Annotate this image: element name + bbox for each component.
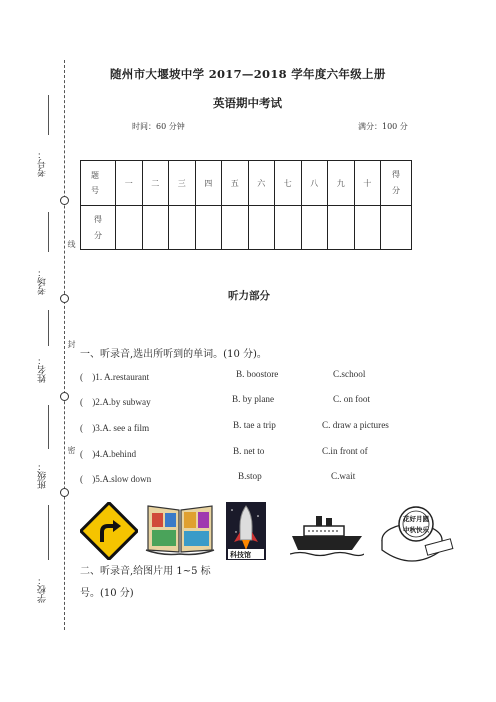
score-input-cell[interactable] bbox=[195, 206, 222, 250]
score-input-cell[interactable] bbox=[116, 206, 143, 250]
cut-mark-secret: 密 bbox=[67, 446, 76, 454]
side-rule bbox=[48, 505, 49, 560]
q1-item-1-b: B. boostore bbox=[236, 369, 279, 379]
score-table-cell: 八 bbox=[301, 161, 328, 206]
score-table bbox=[80, 160, 412, 250]
score-table-score-row bbox=[81, 206, 412, 250]
cut-mark-seal: 封 bbox=[67, 340, 76, 348]
score-input-cell[interactable] bbox=[354, 206, 381, 250]
q1-item-2-c: C. on foot bbox=[333, 394, 371, 404]
side-rule bbox=[48, 310, 49, 346]
exam-full-score: 满分：100 分 bbox=[358, 122, 408, 131]
q1-item-2-b: B. by plane bbox=[232, 394, 275, 404]
cut-mark-line: 线 bbox=[67, 240, 76, 248]
rocket-caption: 科技馆 bbox=[230, 550, 251, 559]
q1-item-1-a: ( )1. A.restaurant bbox=[80, 372, 150, 382]
score-table-cell: 三 bbox=[169, 161, 196, 206]
score-table-cell: 二 bbox=[142, 161, 169, 206]
q1-item-3-c: C. draw a pictures bbox=[322, 420, 389, 430]
score-table-header-row bbox=[81, 161, 412, 206]
q1-item-5-a: ( )5.A.slow down bbox=[80, 474, 152, 484]
score-input-cell[interactable] bbox=[222, 206, 249, 250]
mooncake-text-1: 花好月圆 bbox=[403, 515, 429, 523]
page-subtitle: 英语期中考试 bbox=[213, 96, 282, 110]
score-input-cell[interactable] bbox=[301, 206, 328, 250]
side-rule bbox=[48, 95, 49, 135]
q1-item-1-c: C.school bbox=[333, 369, 366, 379]
side-label-class: 班级： bbox=[38, 462, 48, 489]
mooncake-icon bbox=[376, 500, 456, 574]
score-input-cell[interactable] bbox=[381, 206, 412, 250]
side-rule bbox=[48, 405, 49, 449]
q1-item-4-c: C.in front of bbox=[322, 446, 368, 456]
q1-item-2-a: ( )2.A.by subway bbox=[80, 397, 151, 407]
question1-heading: 一、听录音,选出所听到的单词。(10 分)。 bbox=[80, 349, 267, 360]
question2-heading-line2: 号。(10 分) bbox=[80, 588, 134, 599]
question2-heading-line1: 二、听录音,给图片用 1~5 标 bbox=[80, 566, 211, 577]
score-table-cell: 一 bbox=[116, 161, 143, 206]
score-input-cell[interactable] bbox=[328, 206, 355, 250]
binding-hole bbox=[60, 392, 69, 401]
score-table-label: 得分 bbox=[94, 214, 102, 240]
score-input-cell[interactable] bbox=[142, 206, 169, 250]
ship-icon bbox=[290, 512, 364, 562]
side-rule bbox=[48, 212, 49, 252]
q1-item-5-b: B.stop bbox=[238, 471, 262, 481]
page-title: 随州市大堰坡中学 2017—2018 学年度六年级上册 bbox=[110, 67, 386, 81]
score-input-cell[interactable] bbox=[275, 206, 302, 250]
score-table-cell: 十 bbox=[354, 161, 381, 206]
score-table-label: 题号 bbox=[91, 171, 109, 195]
q1-item-3-b: B. tae a trip bbox=[233, 420, 276, 430]
q1-item-5-c: C.wait bbox=[331, 471, 356, 481]
comic-book-icon bbox=[144, 500, 216, 562]
score-input-cell[interactable] bbox=[169, 206, 196, 250]
side-label-exam-room: 考场： bbox=[38, 268, 48, 295]
side-label-name: 姓名： bbox=[38, 356, 48, 383]
turn-sign-icon bbox=[80, 502, 138, 564]
score-table-label: 得分 bbox=[392, 170, 400, 195]
score-table-cell: 六 bbox=[248, 161, 275, 206]
score-table-cell: 五 bbox=[222, 161, 249, 206]
score-table-cell: 四 bbox=[195, 161, 222, 206]
rocket-icon bbox=[226, 502, 266, 564]
score-table-cell: 七 bbox=[275, 161, 302, 206]
side-label-school: 学校： bbox=[38, 576, 48, 603]
q1-item-4-a: ( )4.A.behind bbox=[80, 449, 137, 459]
score-input-cell[interactable] bbox=[248, 206, 275, 250]
score-table-cell-total bbox=[381, 161, 412, 206]
binding-hole bbox=[60, 488, 69, 497]
score-table-cell: 九 bbox=[328, 161, 355, 206]
exam-time: 时间：60 分钟 bbox=[132, 122, 185, 131]
q1-item-3-a: ( )3.A. see a film bbox=[80, 423, 150, 433]
binding-dashed-line bbox=[64, 60, 65, 630]
side-label-exam-number: 考号： bbox=[38, 150, 48, 177]
mooncake-text-2: 中秋快乐 bbox=[403, 526, 429, 534]
binding-hole bbox=[60, 196, 69, 205]
score-table-cell-title bbox=[81, 206, 116, 250]
binding-hole bbox=[60, 294, 69, 303]
q1-item-4-b: B. net to bbox=[233, 446, 265, 456]
section-title: 听力部分 bbox=[228, 290, 270, 302]
score-table-cell-title bbox=[81, 161, 116, 206]
